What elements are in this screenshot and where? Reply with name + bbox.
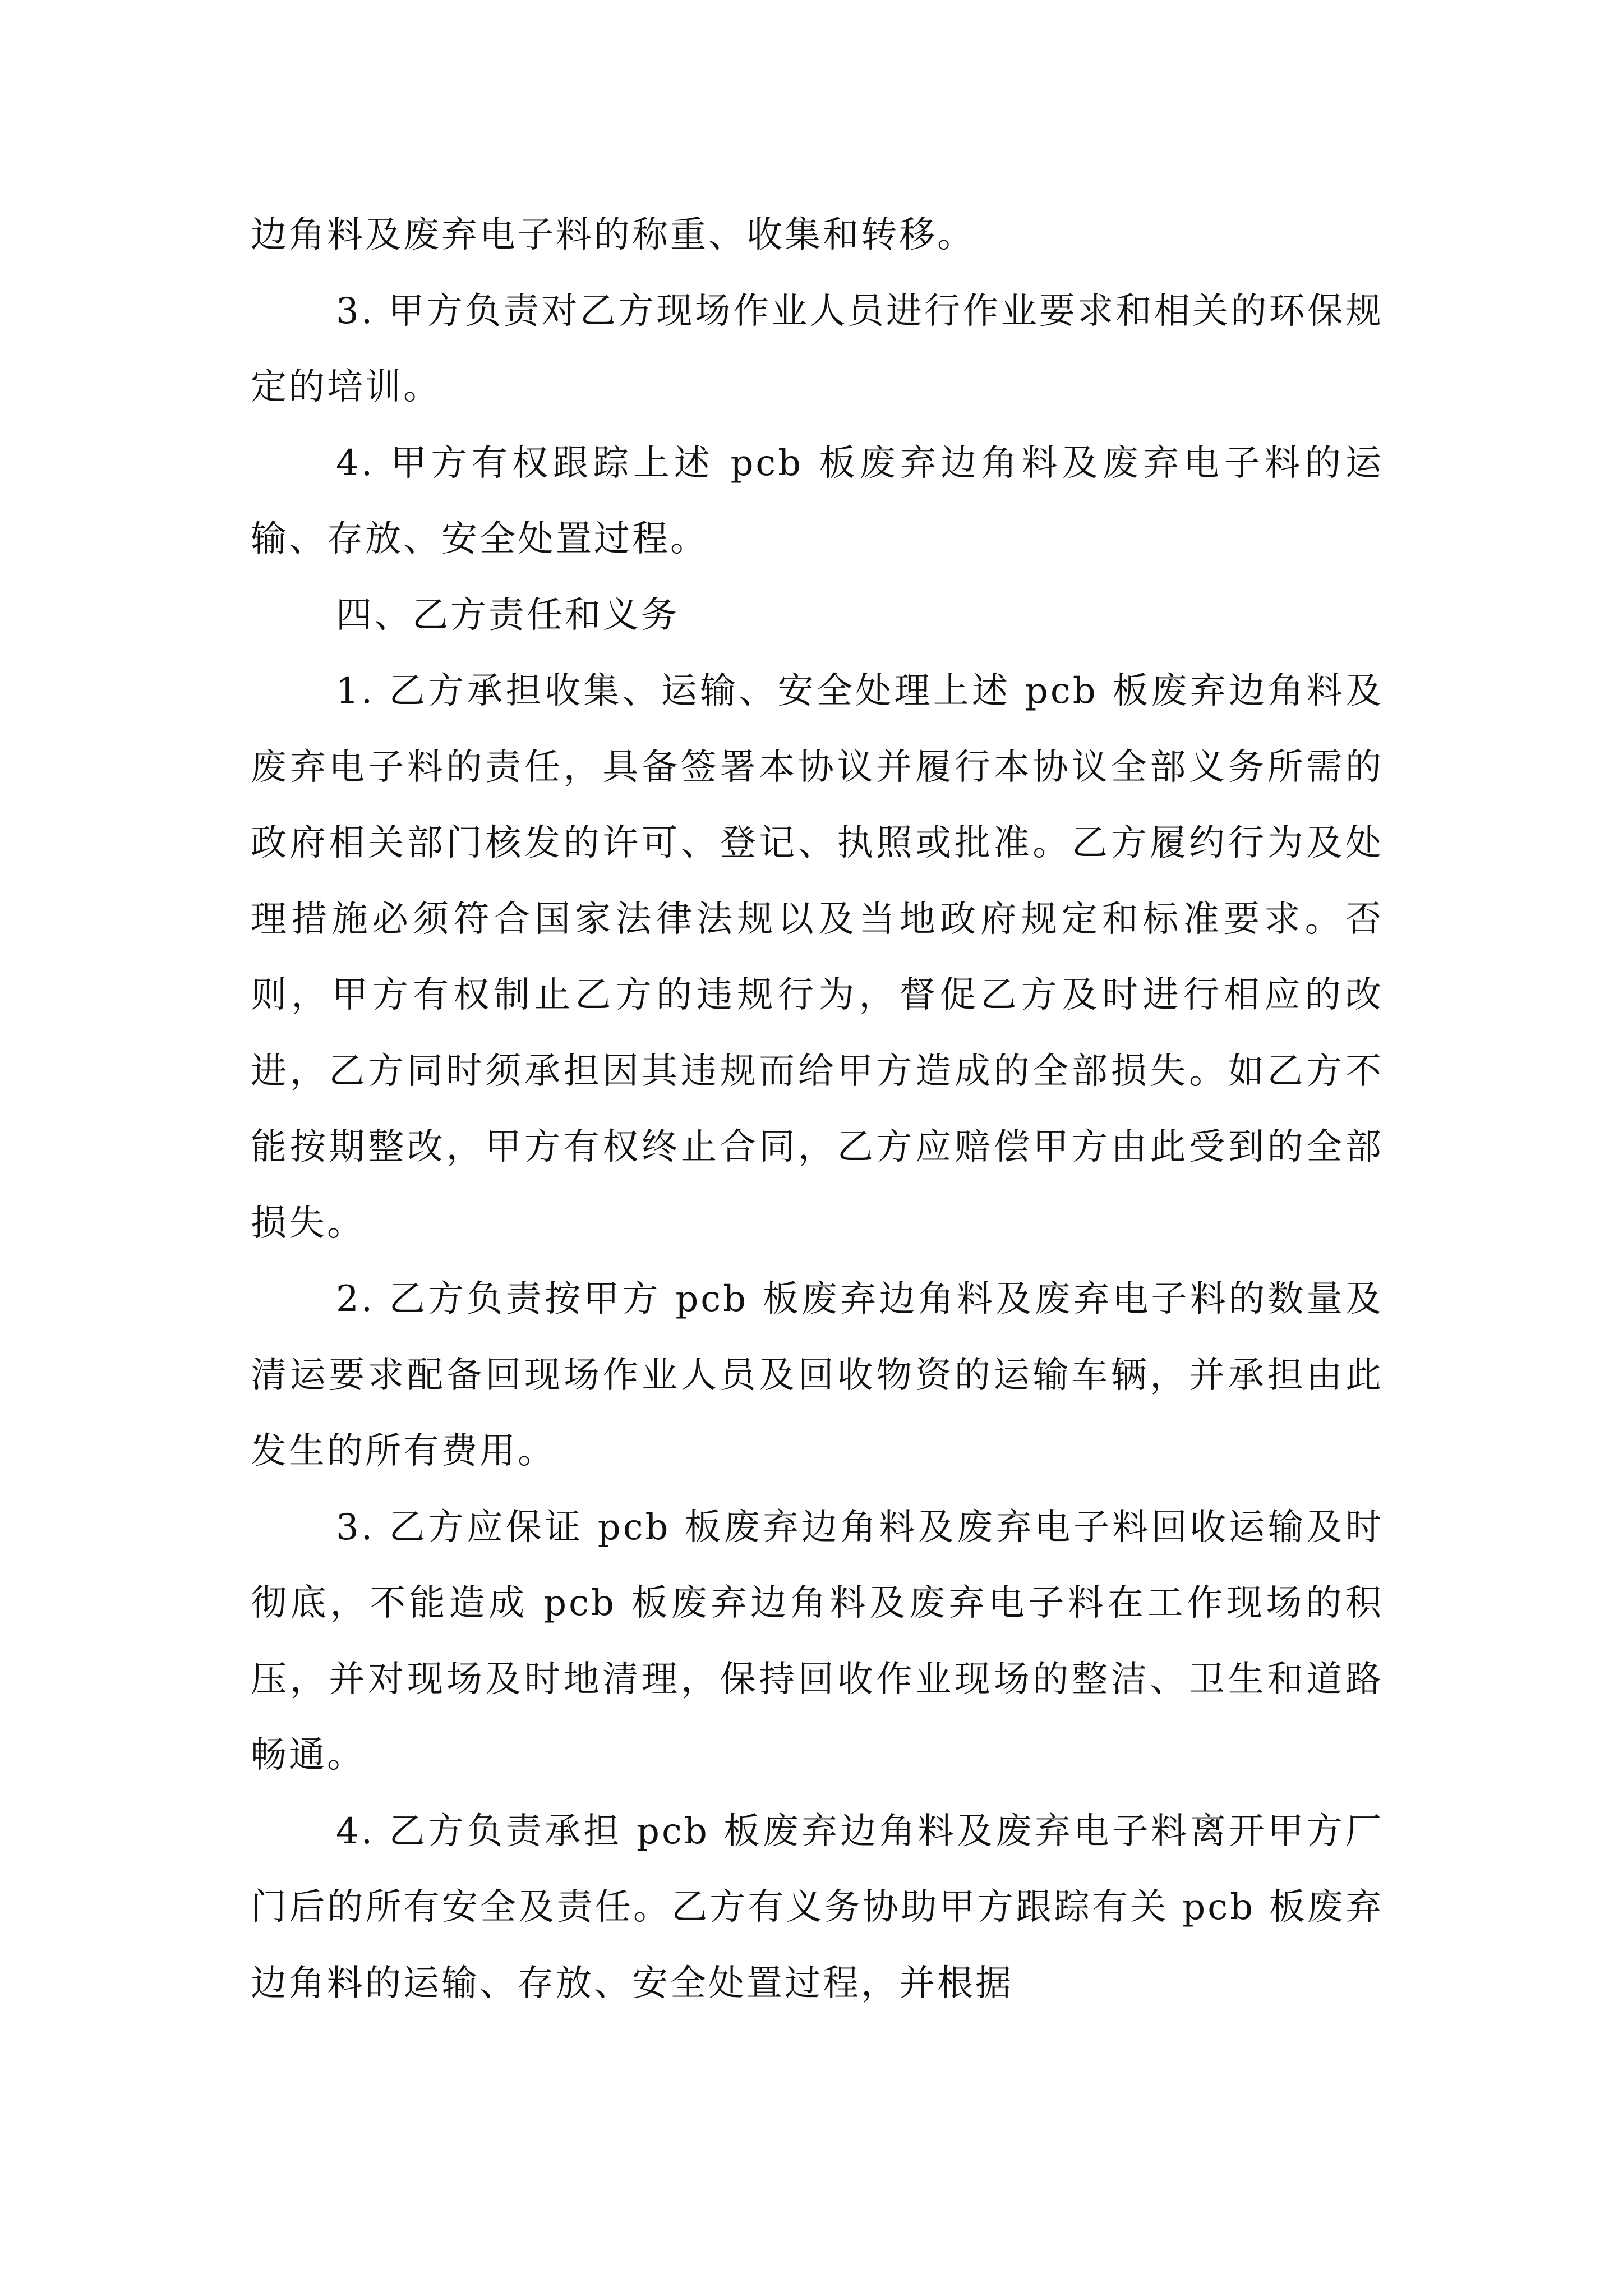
paragraph-continuation: 边角料及废弃电子料的称重、收集和转移。 — [251, 214, 975, 256]
paragraph-party-a-item-4: 4. 甲方有权跟踪上述 pcb 板废弃边角料及废弃电子料的运输、存放、安全处置过程。 — [251, 442, 1384, 560]
paragraph-party-b-item-4: 4. 乙方负责承担 pcb 板废弃边角料及废弃电子料离开甲方厂门后的所有安全及责任。乙方有义务协助甲方跟踪有关 pcb 板废弃边角料的运输、存放、安全处置过程，并根据 — [251, 1810, 1384, 2004]
document-body — [251, 197, 1384, 2022]
paragraph-party-a-item-3: 3. 甲方负责对乙方现场作业人员进行作业要求和相关的环保规定的培训。 — [251, 290, 1384, 408]
paragraph-party-b-item-3: 3. 乙方应保证 pcb 板废弃边角料及废弃电子料回收运输及时彻底，不能造成 pcb 板废弃边角料及废弃电子料在工作现场的积压，并对现场及时地清理，保持回收作业现场的整洁、卫生和道路畅通。 — [251, 1506, 1384, 1776]
paragraph-party-b-item-2: 2. 乙方负责按甲方 pcb 板废弃边角料及废弃电子料的数量及清运要求配备回现场作业人员及回收物资的运输车辆，并承担由此发生的所有费用。 — [251, 1278, 1384, 1472]
section-heading-party-b: 四、乙方责任和义务 — [336, 594, 679, 636]
paragraph-party-b-item-1: 1. 乙方承担收集、运输、安全处理上述 pcb 板废弃边角料及废弃电子料的责任，具备签署本协议并履行本协议全部义务所需的政府相关部门核发的许可、登记、执照或批准。乙方履约行为及处理措施必须符合国家法律法规以及当地政府规定和标准要求。否则，甲方有权制止乙方的违规行为，督促乙方及时进行相应的改进，乙方同时须承担因其违规而给甲方造成的全部损失。如乙方不能按期整改，甲方有权终止合同，乙方应赔偿甲方由此受到的全部损失。 — [251, 670, 1384, 1244]
